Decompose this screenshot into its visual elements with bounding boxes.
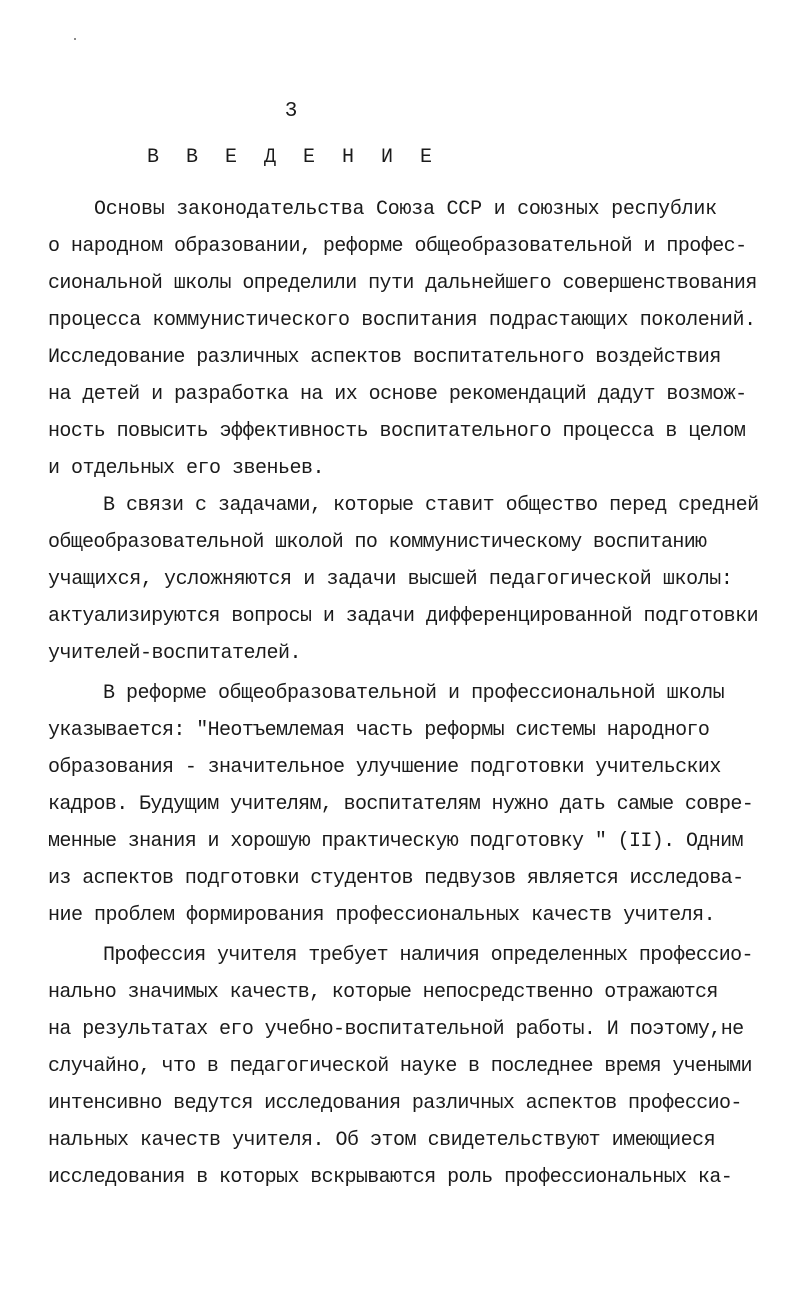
text-line: нальных качеств учителя. Об этом свидетельствуют имеющиеся [48, 1129, 716, 1152]
text-line: ние проблем формирования профессиональных качеств учителя. [48, 904, 716, 927]
text-line: Профессия учителя требует наличия определенных профессио- [103, 944, 753, 967]
text-line: Основы законодательства Союза ССР и союзных республик [94, 198, 717, 221]
text-line: и отдельных его звеньев. [48, 457, 325, 480]
text-line: общеобразовательной школой по коммунистическому воспитанию [48, 531, 707, 554]
text-line: из аспектов подготовки студентов педвузов является исследова- [48, 867, 744, 890]
text-line: указывается: "Неотъемлемая часть реформы системы народного [48, 719, 710, 742]
text-line: на результатах его учебно-воспитательной работы. И поэтому,не [48, 1018, 744, 1041]
text-line: актуализируются вопросы и задачи дифференцированной подготовки [48, 605, 759, 628]
text-line: нально значимых качеств, которые непосредственно отражаются [48, 981, 718, 1004]
page-number: 3 [284, 100, 298, 123]
text-line: процесса коммунистического воспитания подрастающих поколений. [48, 309, 756, 332]
text-line: интенсивно ведутся исследования различных аспектов профессио- [48, 1092, 742, 1115]
text-line: на детей и разработка на их основе рекомендаций дадут возмож- [48, 383, 747, 406]
text-line: учителей-воспитателей. [48, 642, 302, 665]
text-line: случайно, что в педагогической науке в последнее время учеными [48, 1055, 752, 1078]
text-line: образования - значительное улучшение подготовки учительских [48, 756, 721, 779]
text-line: менные знания и хорошую практическую подготовку " (II). Одним [48, 830, 743, 853]
text-line: В связи с задачами, которые ставит общество перед средней [103, 494, 759, 517]
text-line: сиональной школы определили пути дальнейшего совершенствования [48, 272, 757, 295]
text-line: кадров. Будущим учителям, воспитателям нужно дать самые совре- [48, 793, 754, 816]
text-line: Исследование различных аспектов воспитательного воздействия [48, 346, 721, 369]
scan-speck [74, 38, 76, 40]
text-line: о народном образовании, реформе общеобразовательной и профес- [48, 235, 747, 258]
text-line: исследования в которых вскрываются роль профессиональных ка- [48, 1166, 733, 1189]
text-line: ность повысить эффективность воспитательного процесса в целом [48, 420, 746, 443]
section-title: В В Е Д Е Н И Е [147, 146, 440, 169]
text-line: В реформе общеобразовательной и профессиональной школы [103, 682, 725, 705]
text-line: учащихся, усложняются и задачи высшей педагогической школы: [48, 568, 733, 591]
